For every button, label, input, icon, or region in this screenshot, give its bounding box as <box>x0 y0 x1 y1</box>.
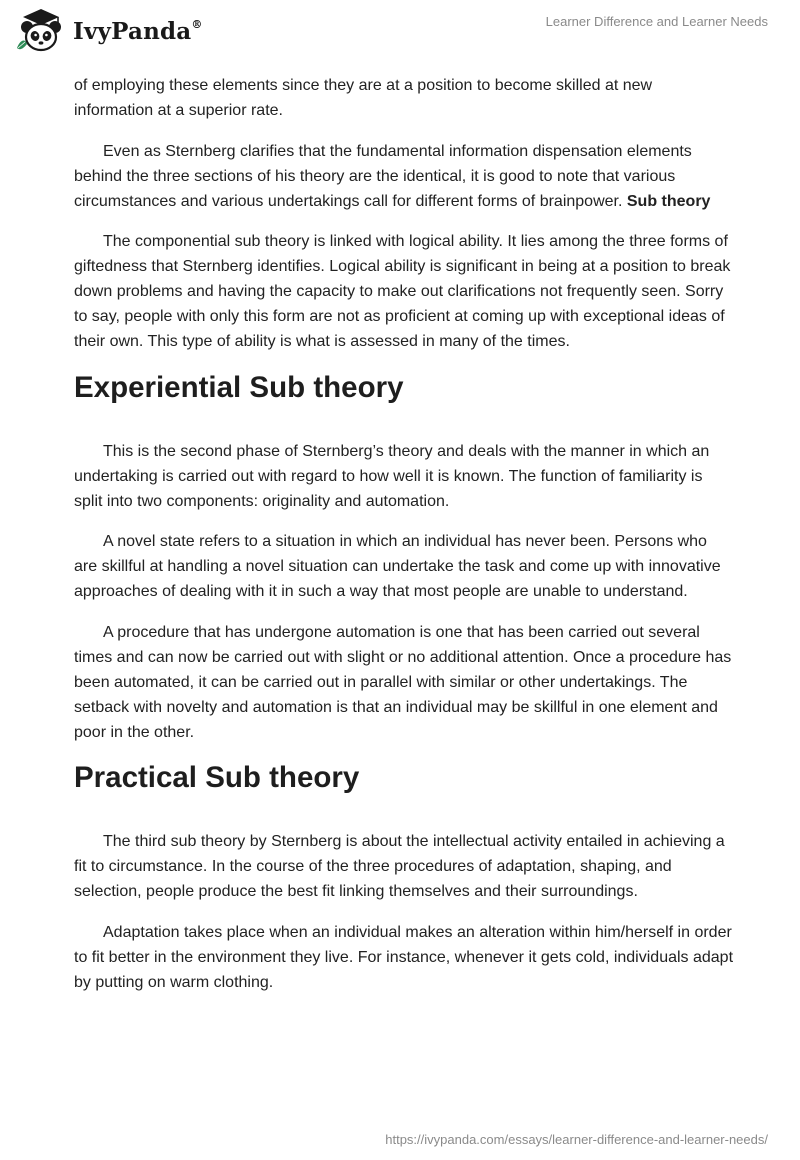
footer-source-url[interactable]: https://ivypanda.com/essays/learner-difference-and-learner-needs/ <box>385 1132 768 1147</box>
paragraph: The third sub theory by Sternberg is about the intellectual activity entailed in achieving a fit to circumstance. In the course of the three procedures of adaptation, shaping, and selection, people produce the best fit linking themselves and their surroundings. <box>74 833 725 900</box>
paragraph: This is the second phase of Sternberg’s theory and deals with the manner in which an undertaking is carried out with regard to how well it is known. The function of familiarity is split into two components: originality and automation. <box>74 442 710 510</box>
essay-body <box>74 73 734 1010</box>
paragraph: A novel state refers to a situation in which an individual has never been. Persons who are skillful at handling a novel situation can undertake the task and come up with innovative approaches of dealing with it in such a way that most people are unable to understand. <box>74 533 721 600</box>
document-title: Learner Difference and Learner Needs <box>545 14 768 29</box>
paragraph: of employing these elements since they are at a position to become skilled at new information at a superior rate. <box>74 77 653 119</box>
panda-graduation-cap-icon <box>15 8 67 54</box>
paragraph: A procedure that has undergone automation is one that has been carried out several times and can now be carried out with slight or no additional attention. Once a procedure has been automated, it can be carried out in parallel with similar or other undertakings. The setback with novelty and automation is that an individual may be skillful in one element and poor in the other. <box>74 623 732 741</box>
page-header <box>0 0 800 72</box>
brand-name: IvyPanda® <box>73 17 203 45</box>
paragraph: The componential sub theory is linked with logical ability. It lies among the three forms of giftedness that Sternberg identifies. Logical ability is significant in being at a position to break down problems and having the capacity to make out clarifications not frequently seen. Sorry to say, people with only this form are not as proficient at coming up with exceptional ideas of their own. This type of ability is what is assessed in many of the times. <box>74 233 731 350</box>
section-heading-practical: Practical Sub theory <box>74 761 360 794</box>
paragraph: Adaptation takes place when an individual makes an alteration within him/herself in order to fit better in the environment they live. For instance, whenever it gets cold, individuals adapt by putting on warm clothing. <box>74 923 734 991</box>
ivypanda-logo[interactable] <box>15 8 203 54</box>
inline-bold-subheading: Sub theory <box>626 192 711 210</box>
paragraph: Even as Sternberg clarifies that the fundamental information dispensation elements behind the three sections of his theory are the identical, it is good to note that various circumstances and various undertakings call for different forms of brainpower. Sub theory <box>74 142 711 210</box>
section-heading-experiential: Experiential Sub theory <box>74 370 404 404</box>
